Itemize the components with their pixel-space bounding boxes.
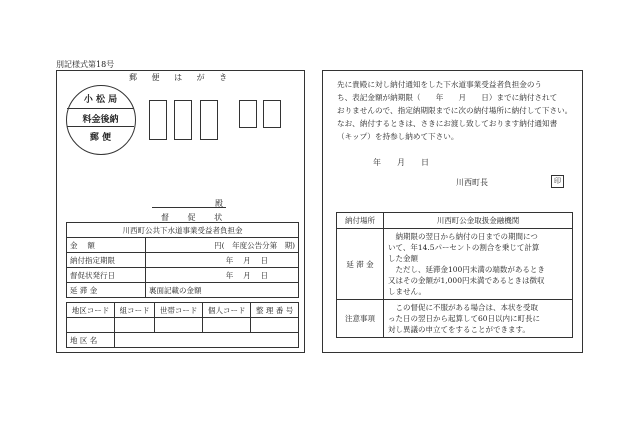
code-table xyxy=(66,302,299,348)
amount-label: 金 額 xyxy=(67,238,146,253)
postal-code-box-1 xyxy=(149,100,167,140)
late-fee-info-text: 納期限の翌日から納付の日までの期間につ いて、年14.5パーセントの割合を乗じて計算 した金額 ただし、延滞金100円未満の端数があるとき 又はその金額が1,000円未満であるときは徴収 しません。 xyxy=(384,229,573,300)
table-header: 川西町公共下水道事業受益者負担金 xyxy=(67,223,299,238)
right-panel xyxy=(322,70,583,353)
amount-value: 円( 年度公告分第 期) xyxy=(146,238,299,253)
postmark-postage: 料金後納 xyxy=(82,115,119,125)
postmark-mail: 郵 便 xyxy=(89,133,112,143)
notes-label: 注意事項 xyxy=(337,300,384,338)
late-fee-label: 延 滞 金 xyxy=(67,283,146,298)
date-line: 年 月 日 xyxy=(373,158,429,167)
addressee-suffix: 殿 xyxy=(215,199,223,208)
postal-code-box-4 xyxy=(239,100,257,128)
postal-code-box-3 xyxy=(200,100,218,140)
payment-place-label: 納付場所 xyxy=(337,213,384,229)
household-code-header: 世帯コード xyxy=(155,303,203,318)
reference-number-header: 整 理 番 号 xyxy=(251,303,299,318)
info-table xyxy=(336,212,573,338)
notice-title: 督 促 状 xyxy=(161,213,231,222)
personal-code-header: 個人コード xyxy=(203,303,251,318)
left-panel xyxy=(56,70,305,353)
late-fee-info-label: 延 滞 金 xyxy=(337,229,384,300)
mayor-name: 川西町長 xyxy=(456,178,488,187)
form-id: 別記様式第18号 xyxy=(56,60,115,69)
due-date-value: 年 月 日 xyxy=(146,253,299,268)
issue-date-label: 督促状発行日 xyxy=(67,268,146,283)
late-fee-value: 裏面記載の金額 xyxy=(146,283,299,298)
postmark-circle xyxy=(66,85,136,155)
intro-text: 先に貴殿に対し納付通知をした下水道事業受益者負担金のう ち、表記金額が納期限（ 年 月 日）までに納付されて おりませんので、指定納期限までに次の納付場所に納付して下さい。 なお、納付するときは、さきにお渡し致しております納付通知書 （キップ）を持参し納めて下さい。 xyxy=(337,80,573,141)
district-name-label: 地 区 名 xyxy=(67,333,115,348)
payment-place-value: 川西町公金取扱金融機関 xyxy=(384,213,573,229)
issue-date-value: 年 月 日 xyxy=(146,268,299,283)
notice-table xyxy=(66,222,299,298)
postal-code-box-5 xyxy=(263,100,281,128)
postcard-title: 郵 便 は が き xyxy=(129,73,234,82)
group-code-header: 組コード xyxy=(115,303,155,318)
district-name-value xyxy=(115,333,299,348)
notes-text: この督促に不服がある場合は、本状を受取 った日の翌日から起算して60日以内に町長に 対し異議の申立てをすることができます。 xyxy=(384,300,573,338)
postal-code-box-2 xyxy=(174,100,192,140)
due-date-label: 納付指定期限 xyxy=(67,253,146,268)
postmark-office: 小 松 局 xyxy=(83,95,118,105)
district-code-header: 地区コード xyxy=(67,303,115,318)
seal-mark: 印 xyxy=(551,175,564,188)
